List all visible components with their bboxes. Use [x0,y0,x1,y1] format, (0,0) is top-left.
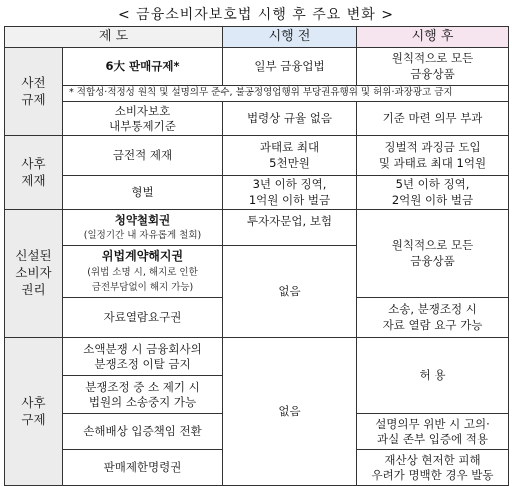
category-new-rights: 신설된 소비자 권리 [5,210,63,338]
penalty-before-cell: 3년 이하 징역, 1억원 이하 벌금 [223,176,357,210]
header-before: 시행 전 [223,27,357,48]
monetary-after-cell: 징벌적 과징금 도입 및 과태료 최대 1억원 [357,136,509,176]
header-row [5,27,509,48]
allow-cell: 허 용 [357,338,509,414]
sales-stop-order-cell: 판매제한명령권 [63,450,223,486]
data-access-right-cell: 자료열람요구권 [63,298,223,338]
sales-rules-cell: 6大 판매규제* [63,48,223,86]
table-row [5,102,509,136]
category-pre-regulation: 사전 규제 [5,48,63,136]
internal-control-cell: 소비자보호 내부통제기준 [63,102,223,136]
table-row [5,210,509,246]
category-post-relief: 사후 구제 [5,338,63,486]
table-row [5,176,509,210]
header-system: 제 도 [5,27,223,48]
internal-after-cell: 기준 마련 의무 부과 [357,102,509,136]
internal-before-cell: 법령상 규율 없음 [223,102,357,136]
sales-before-cell: 일부 금융업법 [223,48,357,86]
sales-footnote: * 적합성·적정성 원칙 및 설명의무 준수, 불공정영업행위 부당권유행위 및 허위·과장광고 금지 [63,86,509,102]
penalty-after-cell: 5년 이하 징역, 2억원 이하 벌금 [357,176,509,210]
withdrawal-right-cell: 청약철회권 (일정기간 내 자유롭게 철회) [63,210,223,246]
small-dispute-cell: 소액분쟁 시 금융회사의 분쟁조정 이탈 금지 [63,338,223,376]
table-row [5,48,509,86]
header-after: 시행 후 [357,27,509,48]
termination-right-cell: 위법계약해지권 (위법 소명 시, 해지로 인한 금전부담없이 해지 가능) [63,246,223,298]
relief-before-cell: 없음 [223,338,357,486]
rights-after-cell: 원칙적으로 모든 금융상품 [357,210,509,298]
page-title: < 금융소비자보호법 시행 후 주요 변화 > [117,7,395,23]
category-post-sanction: 사후 제재 [5,136,63,210]
monetary-before-cell: 과태료 최대 5천만원 [223,136,357,176]
changes-table [4,26,509,486]
rights-before-cell: 없음 [223,246,357,338]
litigation-suspension-cell: 분쟁조정 중 소 제기 시 법원의 소송중지 가능 [63,376,223,414]
penalty-cell: 형벌 [63,176,223,210]
table-row [5,338,509,376]
table-row [5,136,509,176]
table-row [5,86,509,102]
withdrawal-before-cell: 투자자문업, 보험 [223,210,357,246]
burden-shift-cell: 손해배상 입증책임 전환 [63,414,223,450]
stop-order-after-cell: 재산상 현저한 피해 우려가 명백한 경우 발동 [357,450,509,486]
sales-after-cell: 원칙적으로 모든 금융상품 [357,48,509,86]
data-access-after-cell: 소송, 분쟁조정 시 자료 열람 요구 가능 [357,298,509,338]
burden-after-cell: 설명의무 위반 시 고의· 과실 존부 입증에 적용 [357,414,509,450]
monetary-sanction-cell: 금전적 제재 [63,136,223,176]
